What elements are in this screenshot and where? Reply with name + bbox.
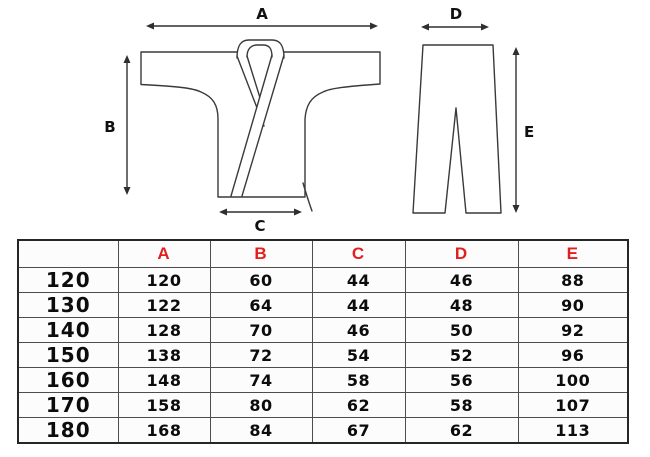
table-row: [18, 293, 628, 318]
cell-b: 74: [210, 368, 312, 393]
cell-a: 122: [118, 293, 210, 318]
cell-c: 46: [312, 318, 405, 343]
cell-e: 113: [518, 418, 628, 444]
corner-cell: [18, 240, 118, 268]
cell-a: 158: [118, 393, 210, 418]
cell-e: 107: [518, 393, 628, 418]
column-header-c: C: [312, 240, 405, 268]
dimension-a-arrow: [146, 5, 378, 30]
table-row: [18, 268, 628, 293]
table-header-row: [18, 240, 628, 268]
row-size-label: 120: [18, 268, 118, 293]
dimension-d-label: D: [449, 5, 463, 23]
dimension-d-arrow: [421, 5, 489, 31]
cell-b: 70: [210, 318, 312, 343]
cell-d: 52: [405, 343, 518, 368]
pants-outline: [413, 45, 501, 213]
table-row: [18, 343, 628, 368]
cell-c: 58: [312, 368, 405, 393]
cell-c: 67: [312, 418, 405, 444]
cell-c: 54: [312, 343, 405, 368]
row-size-label: 160: [18, 368, 118, 393]
cell-c: 44: [312, 293, 405, 318]
row-size-label: 180: [18, 418, 118, 444]
cell-d: 50: [405, 318, 518, 343]
cell-e: 96: [518, 343, 628, 368]
cell-e: 92: [518, 318, 628, 343]
table-row: [18, 418, 628, 444]
size-chart-table: [17, 239, 629, 444]
table-row: [18, 393, 628, 418]
column-header-b: B: [210, 240, 312, 268]
cell-b: 80: [210, 393, 312, 418]
dimension-e-arrow: [513, 47, 535, 213]
row-size-label: 130: [18, 293, 118, 318]
column-header-a: A: [118, 240, 210, 268]
table-row: [18, 368, 628, 393]
pants-diagram: [413, 45, 501, 213]
cell-a: 120: [118, 268, 210, 293]
row-size-label: 140: [18, 318, 118, 343]
dimension-c-arrow: [219, 209, 302, 236]
column-header-d: D: [405, 240, 518, 268]
jacket-diagram: [141, 40, 380, 211]
cell-d: 62: [405, 418, 518, 444]
column-header-e: E: [518, 240, 628, 268]
cell-c: 62: [312, 393, 405, 418]
cell-b: 72: [210, 343, 312, 368]
cell-d: 56: [405, 368, 518, 393]
cell-a: 148: [118, 368, 210, 393]
dimension-b-label: B: [104, 118, 116, 136]
row-size-label: 150: [18, 343, 118, 368]
cell-e: 100: [518, 368, 628, 393]
cell-a: 168: [118, 418, 210, 444]
dimension-b-arrow: [104, 55, 130, 195]
dimension-c-label: C: [254, 217, 266, 235]
cell-d: 48: [405, 293, 518, 318]
cell-e: 90: [518, 293, 628, 318]
row-size-label: 170: [18, 393, 118, 418]
dimension-a-label: A: [256, 5, 268, 23]
cell-a: 128: [118, 318, 210, 343]
cell-d: 46: [405, 268, 518, 293]
cell-b: 64: [210, 293, 312, 318]
cell-d: 58: [405, 393, 518, 418]
cell-b: 60: [210, 268, 312, 293]
cell-c: 44: [312, 268, 405, 293]
cell-a: 138: [118, 343, 210, 368]
cell-b: 84: [210, 418, 312, 444]
cell-e: 88: [518, 268, 628, 293]
table-row: [18, 318, 628, 343]
dimension-e-label: E: [524, 123, 535, 141]
